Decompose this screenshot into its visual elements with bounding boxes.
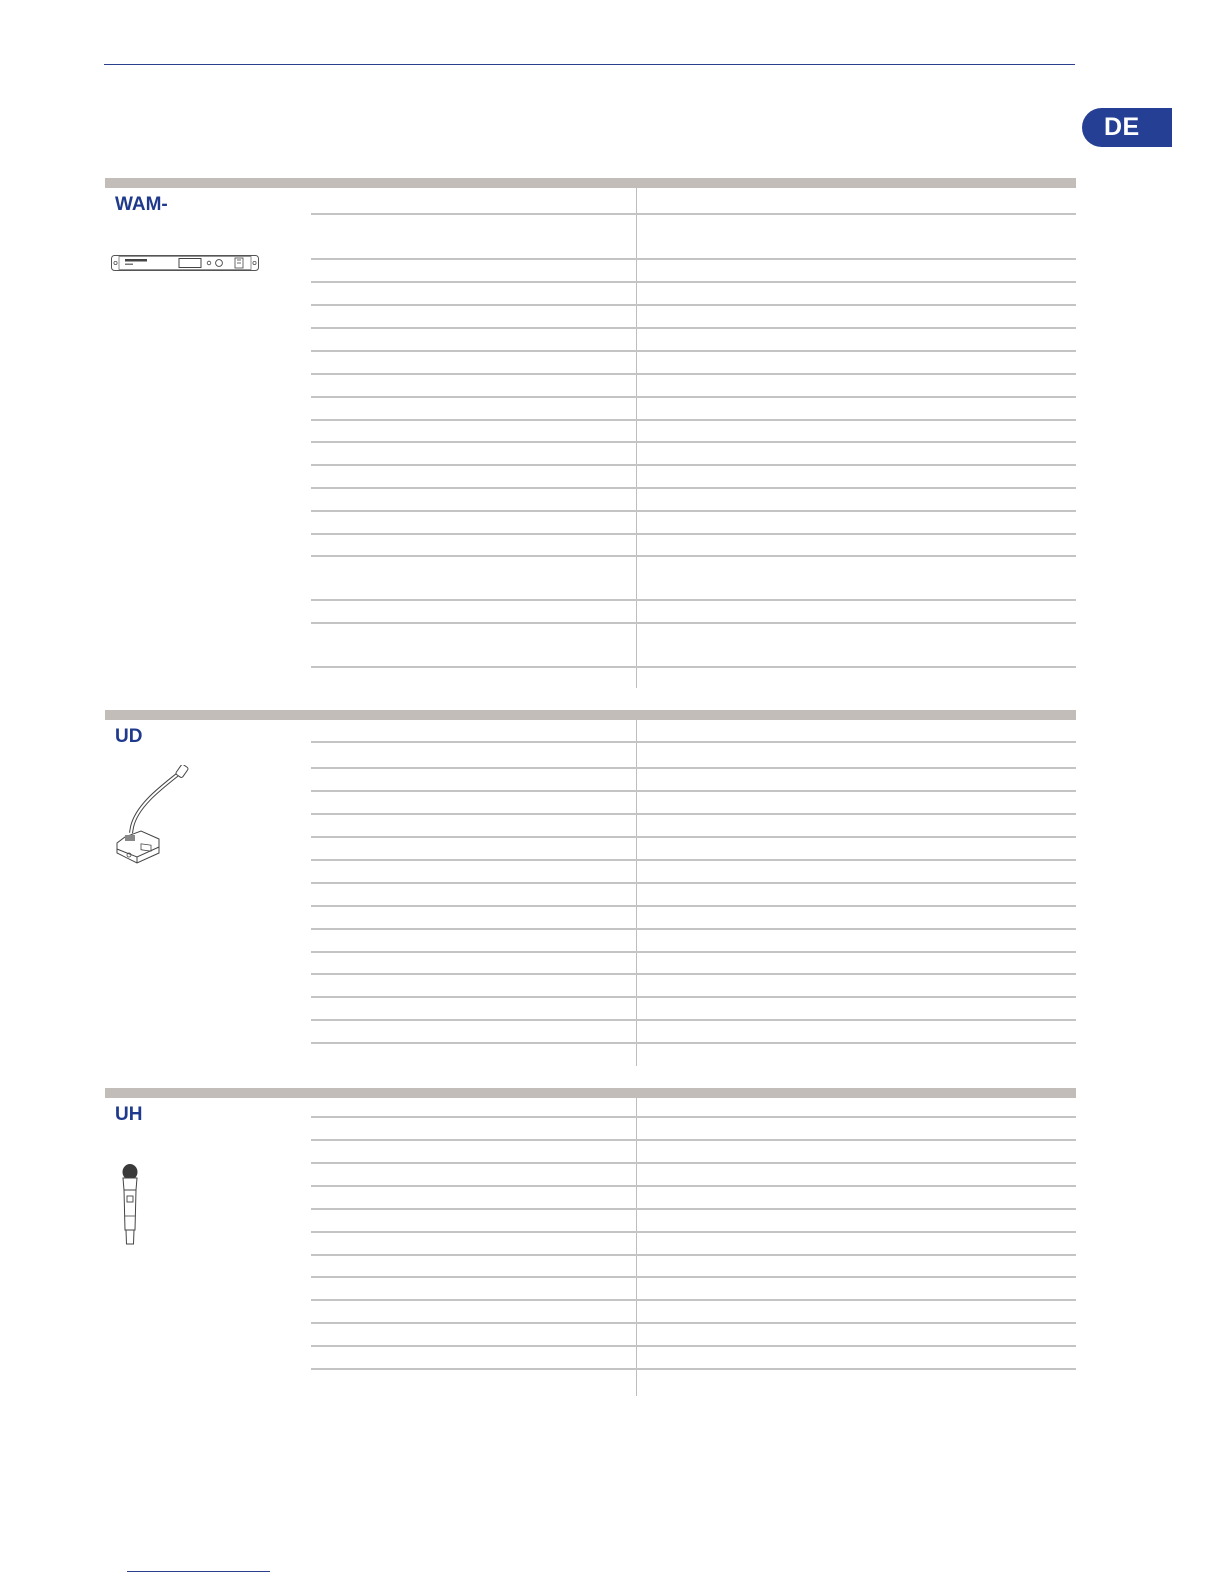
table-row [311,928,1076,930]
handheld-microphone-illustration [119,1164,141,1245]
table-row [311,836,1076,838]
table-row [311,666,1076,668]
table-row [311,951,1076,953]
table-row [311,1185,1076,1187]
table-row [311,258,1076,260]
table-row [311,1162,1076,1164]
table-row [311,555,1076,557]
spec-section-gooseneck [105,710,1076,1066]
table-row [311,905,1076,907]
table-row [311,1254,1076,1256]
table-row [311,373,1076,375]
table-row [311,1368,1076,1370]
section-header-bar [105,1088,1076,1098]
spec-section-handheld [105,1088,1076,1398]
spec-section-receiver [105,178,1076,690]
table-row [311,304,1076,306]
table-row [311,1042,1076,1044]
table-row [311,327,1076,329]
table-row [311,396,1076,398]
table-row [311,1276,1076,1278]
table-row [311,1322,1076,1324]
table-row [311,1345,1076,1347]
table-row [311,1139,1076,1141]
section-header-bar [105,178,1076,188]
table-row [311,350,1076,352]
spec-table [311,720,1076,1066]
footer-rule [127,1571,270,1572]
language-tab[interactable]: DE [1082,108,1172,147]
section-title: UD [115,726,143,747]
table-row [311,1299,1076,1301]
section-title: UH [115,1104,143,1125]
spec-table [311,1098,1076,1396]
table-row [311,767,1076,769]
table-row [311,741,1076,743]
gooseneck-microphone-illustration [107,765,193,875]
table-row [311,419,1076,421]
header-rule [104,64,1075,65]
table-row [311,813,1076,815]
section-header-bar [105,710,1076,720]
table-row [311,1116,1076,1118]
table-row [311,622,1076,624]
table-row [311,790,1076,792]
table-row [311,213,1076,215]
table-row [311,973,1076,975]
section-title: WAM- [115,194,168,215]
table-row [311,487,1076,489]
table-row [311,882,1076,884]
column-divider [636,188,637,688]
table-row [311,510,1076,512]
table-row [311,859,1076,861]
rack-receiver-illustration [111,254,259,272]
table-row [311,533,1076,535]
column-divider [636,720,637,1066]
table-row [311,281,1076,283]
column-divider [636,1098,637,1396]
spec-table [311,188,1076,690]
table-row [311,1231,1076,1233]
table-row [311,464,1076,466]
table-row [311,599,1076,601]
table-row [311,996,1076,998]
table-row [311,1208,1076,1210]
table-row [311,1019,1076,1021]
table-row [311,441,1076,443]
